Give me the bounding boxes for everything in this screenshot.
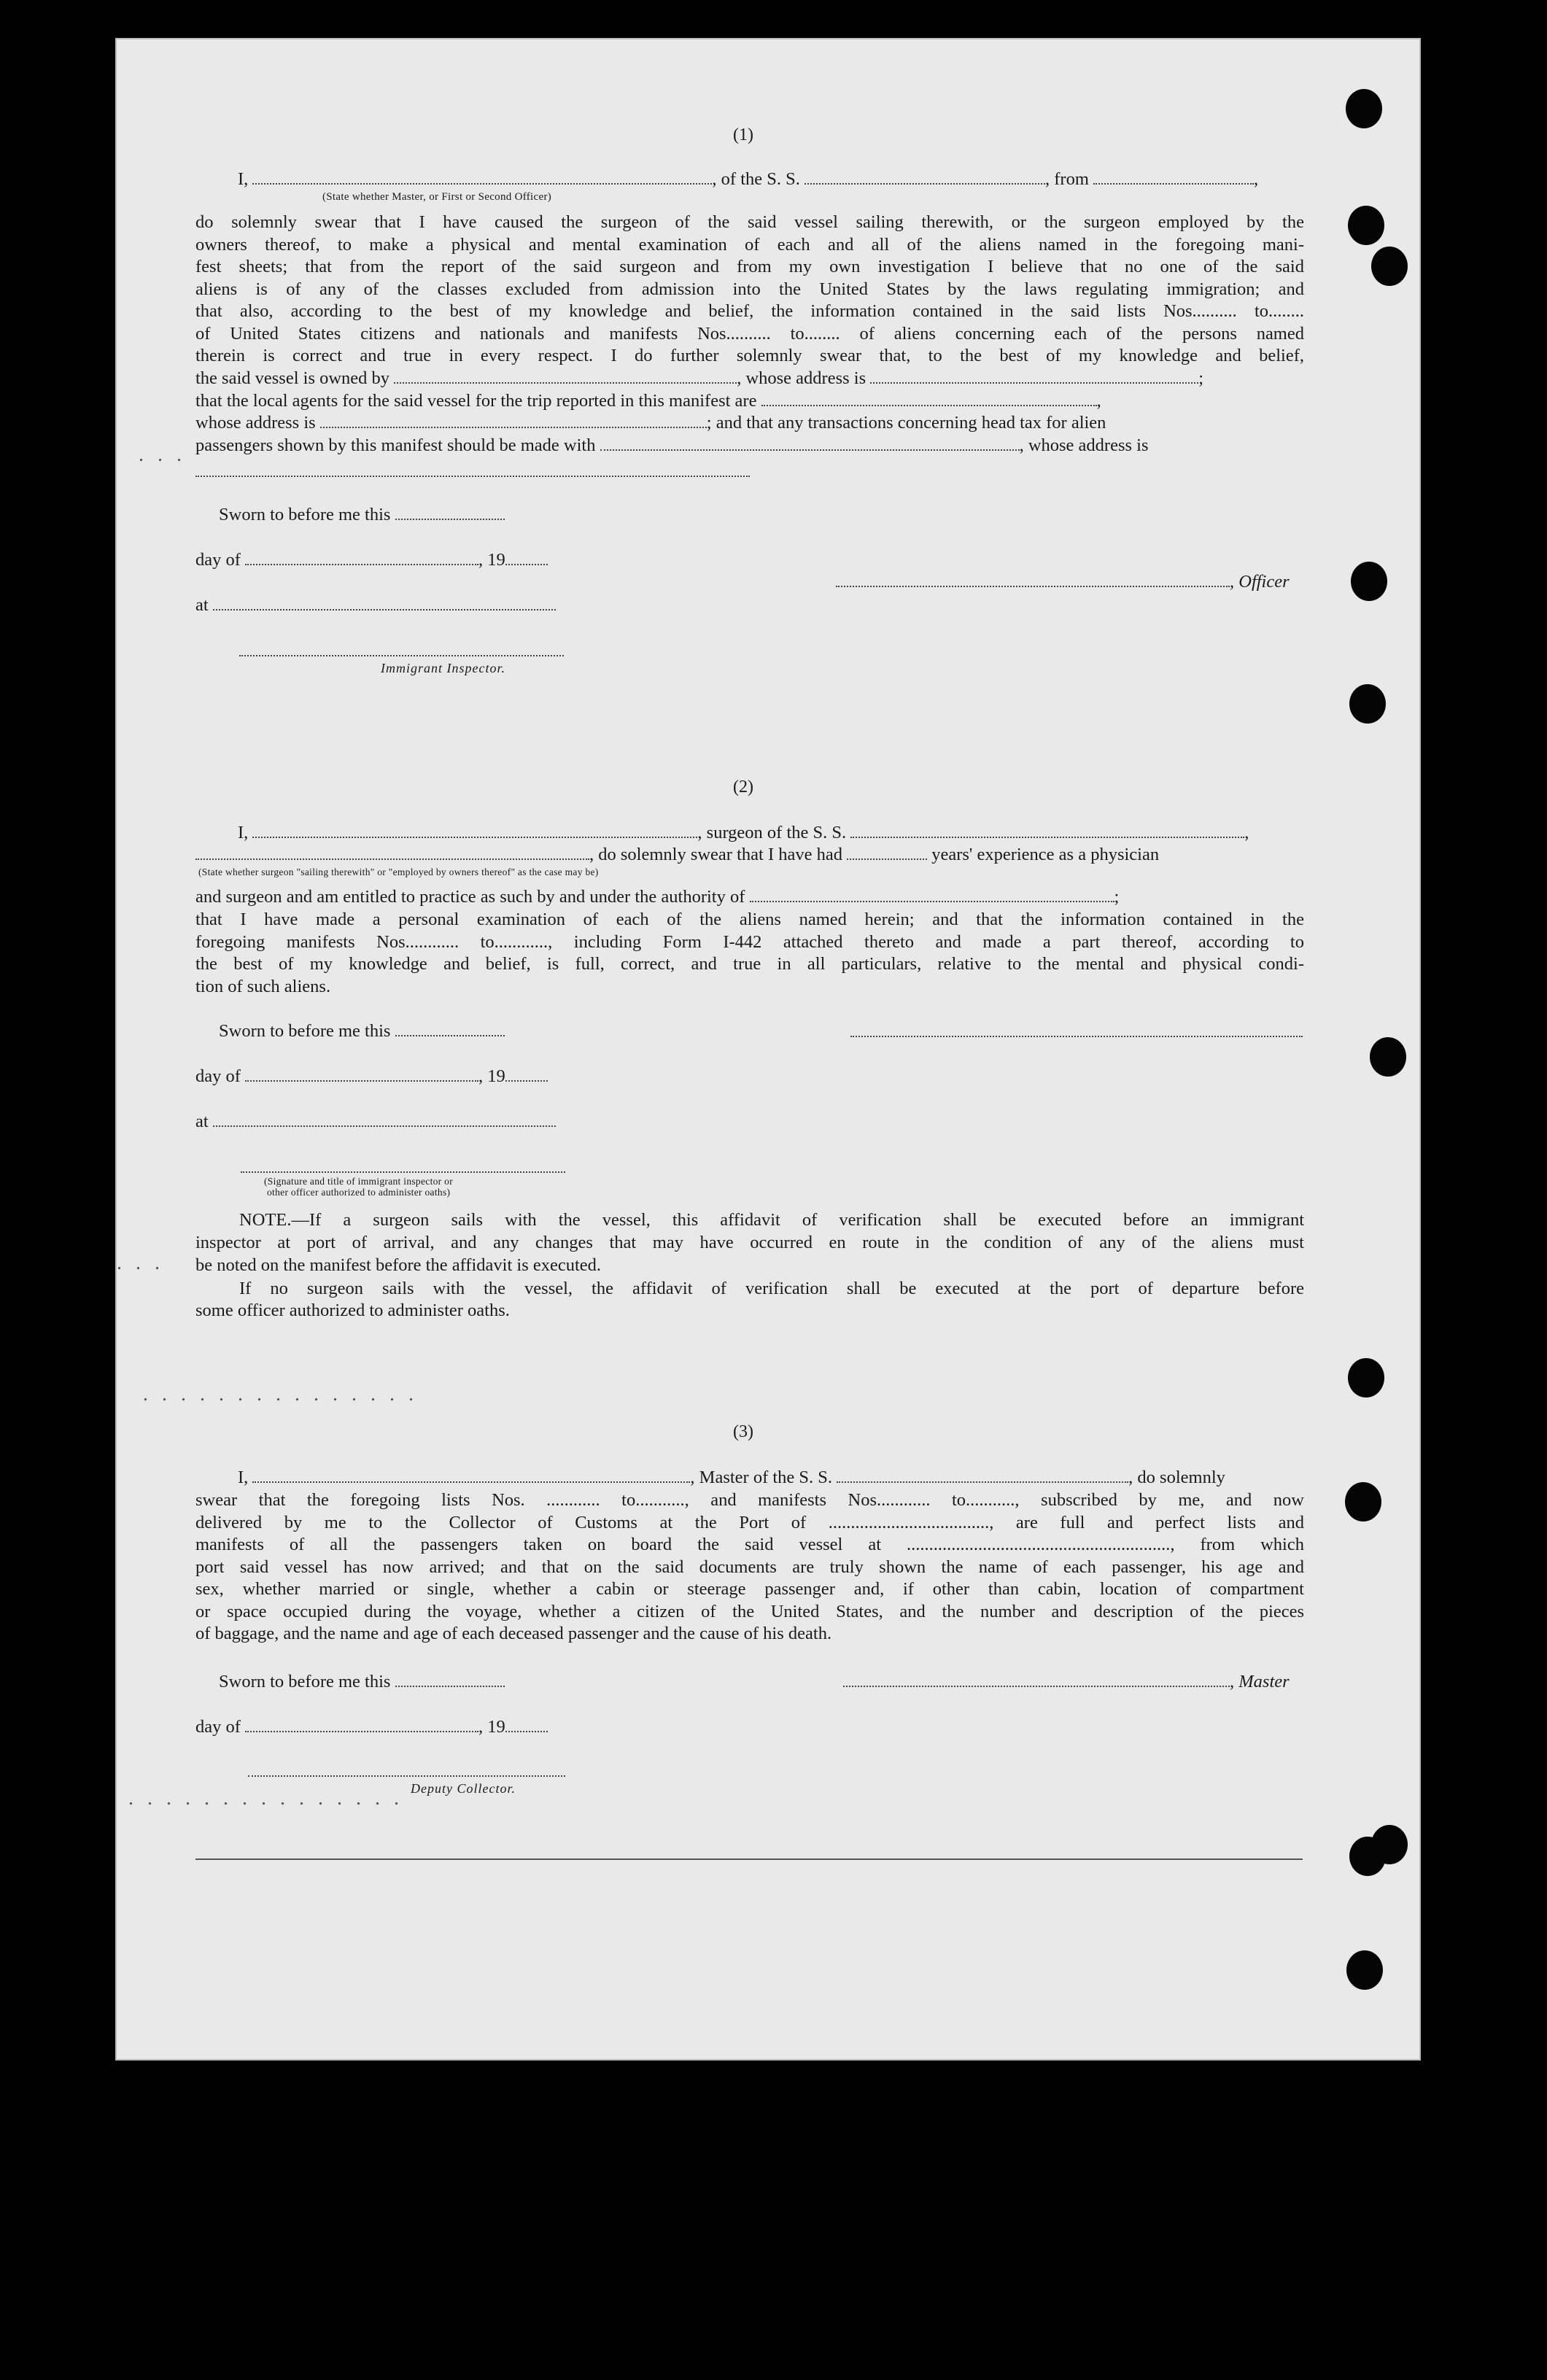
stray-dots-mark: . . . bbox=[117, 1252, 164, 1274]
sworn-line: Sworn to before me this bbox=[219, 1672, 505, 1692]
agents-line: that the local agents for the said vessel for the trip reported in this manifest are , bbox=[195, 391, 1101, 411]
signature-caption-2: other officer authorized to administer oaths) bbox=[267, 1187, 451, 1198]
day-line: day of , 19 bbox=[195, 1066, 548, 1087]
punch-hole bbox=[1370, 1037, 1406, 1077]
inspector-caption: Immigrant Inspector. bbox=[381, 661, 505, 675]
section-number: (3) bbox=[733, 1422, 753, 1441]
at-line: at bbox=[195, 1112, 556, 1132]
section-number: (1) bbox=[733, 125, 753, 144]
punch-hole bbox=[1371, 247, 1408, 286]
punch-hole bbox=[1348, 206, 1384, 245]
punch-hole bbox=[1346, 1950, 1383, 1990]
inspector-signature-line bbox=[241, 1171, 565, 1173]
surgeon-oath-last-line: tion of such aliens. bbox=[195, 977, 331, 996]
surgeon-signature-line bbox=[850, 1036, 1303, 1037]
day-line: day of , 19 bbox=[195, 550, 548, 570]
note-last-line: be noted on the manifest before the affidavit is executed. bbox=[195, 1255, 602, 1275]
punch-hole bbox=[1349, 684, 1386, 724]
day-line: day of , 19 bbox=[195, 1717, 548, 1737]
stray-dots-mark: . . . . . . . . . . . . . . . bbox=[128, 1787, 403, 1810]
oath-paragraph: do solemnly swear that I have caused the surgeon of the said vessel sailing therewith, or the surgeon employed by the owners thereof, to make a physical and mental examination of each and all of the aliens named in the foregoing mani- fest sheets; that from the report of the said surgeon and from my own investigation I believe that no one of the said aliens is of any of the classes excluded from admission into the United States by the laws regulating immigration; and that also, according to the best of my knowledge and belief, the information contained in the said lists Nos.......... to........ of United States citizens and nationals and manifests Nos.......... to........ of aliens concerning each of the persons named therein is correct and true in every respect. I do further solemnly swear that, to the best of my knowledge and belief, bbox=[195, 212, 1304, 365]
note2-last-line: some officer authorized to administer oaths. bbox=[195, 1301, 510, 1320]
punch-hole bbox=[1346, 89, 1382, 128]
sworn-line: Sworn to before me this bbox=[219, 1021, 505, 1042]
section-number: (2) bbox=[733, 778, 753, 796]
master-line: I, , Master of the S. S. , do solemnly bbox=[238, 1468, 1225, 1487]
master-oath-paragraph: swear that the foregoing lists Nos. ............ to..........., and manifests Nos............ to..........., subscribed by me, and now delivered by me to the Collector of Customs at the Port of ...................................., are full and perfect lists and manifests of all the passengers taken on board the said vessel at ..........................................................., from which port said vessel has now arrived; and that on the said documents are truly shown the name of each passenger, his age and sex, whether married or single, whether a cabin or steerage passenger and, if other than cabin, location of compartment or space occupied during the voyage, whether a citizen of the United States, and the number and description of the pieces bbox=[195, 1490, 1304, 1621]
authority-line: and surgeon and am entitled to practice as such by and under the authority of ; bbox=[195, 887, 1120, 907]
agents-address-line: whose address is ; and that any transactions concerning head tax for alien bbox=[195, 413, 1106, 433]
officer-line: I, , of the S. S. , from , bbox=[238, 169, 1259, 189]
surgeon-oath-paragraph: that I have made a personal examination of each of the aliens named herein; and that the information contained in the foregoing manifests Nos............ to............, including Form I-442 attached thereto and made a part thereof, according to the best of my knowledge and belief, is full, correct, and true in all particulars, relative to the mental and physical condi- bbox=[195, 910, 1304, 974]
head-tax-line: passengers shown by this manifest should be made with , whose address is bbox=[195, 435, 1149, 455]
signature-caption-1: (Signature and title of immigrant inspector or bbox=[264, 1176, 453, 1187]
experience-line: , do solemnly swear that I have had years' experience as a physician bbox=[195, 845, 1159, 865]
collector-caption: Deputy Collector. bbox=[411, 1781, 516, 1796]
officer-signature-line: , Officer bbox=[836, 572, 1290, 592]
punch-hole bbox=[1371, 1825, 1408, 1864]
note2-paragraph: If no surgeon sails with the vessel, the affidavit of verification shall be executed at the port of departure before bbox=[239, 1279, 1304, 1298]
punch-hole bbox=[1345, 1482, 1381, 1522]
surgeon-caption: (State whether surgeon "sailing therewith" or "employed by owners thereof" as the case may be) bbox=[198, 867, 599, 877]
stray-dots-mark: . . . bbox=[139, 443, 186, 466]
stray-dots-mark: . . . . . . . . . . . . . . . bbox=[143, 1383, 418, 1406]
punch-hole bbox=[1351, 562, 1387, 601]
punch-hole bbox=[1348, 1358, 1384, 1398]
sworn-line: Sworn to before me this bbox=[219, 505, 505, 525]
officer-caption: (State whether Master, or First or Second Officer) bbox=[322, 191, 552, 203]
master-signature-line: , Master bbox=[843, 1672, 1290, 1692]
owner-line: the said vessel is owned by , whose address is ; bbox=[195, 368, 1204, 388]
at-line: at bbox=[195, 595, 556, 616]
collector-signature-line bbox=[248, 1775, 565, 1777]
inspector-signature-line bbox=[239, 655, 564, 656]
address-continuation-line bbox=[195, 476, 750, 477]
note-paragraph: NOTE.—If a surgeon sails with the vessel, this affidavit of verification shall be executed before an immigrant inspector at port of arrival, and any changes that may have occurred en route in the condition of any of the aliens must bbox=[195, 1210, 1304, 1252]
surgeon-line: I, , surgeon of the S. S. , bbox=[238, 823, 1249, 842]
bottom-rule bbox=[195, 1858, 1303, 1860]
master-oath-last-line: of baggage, and the name and age of each deceased passenger and the cause of his death. bbox=[195, 1624, 832, 1643]
